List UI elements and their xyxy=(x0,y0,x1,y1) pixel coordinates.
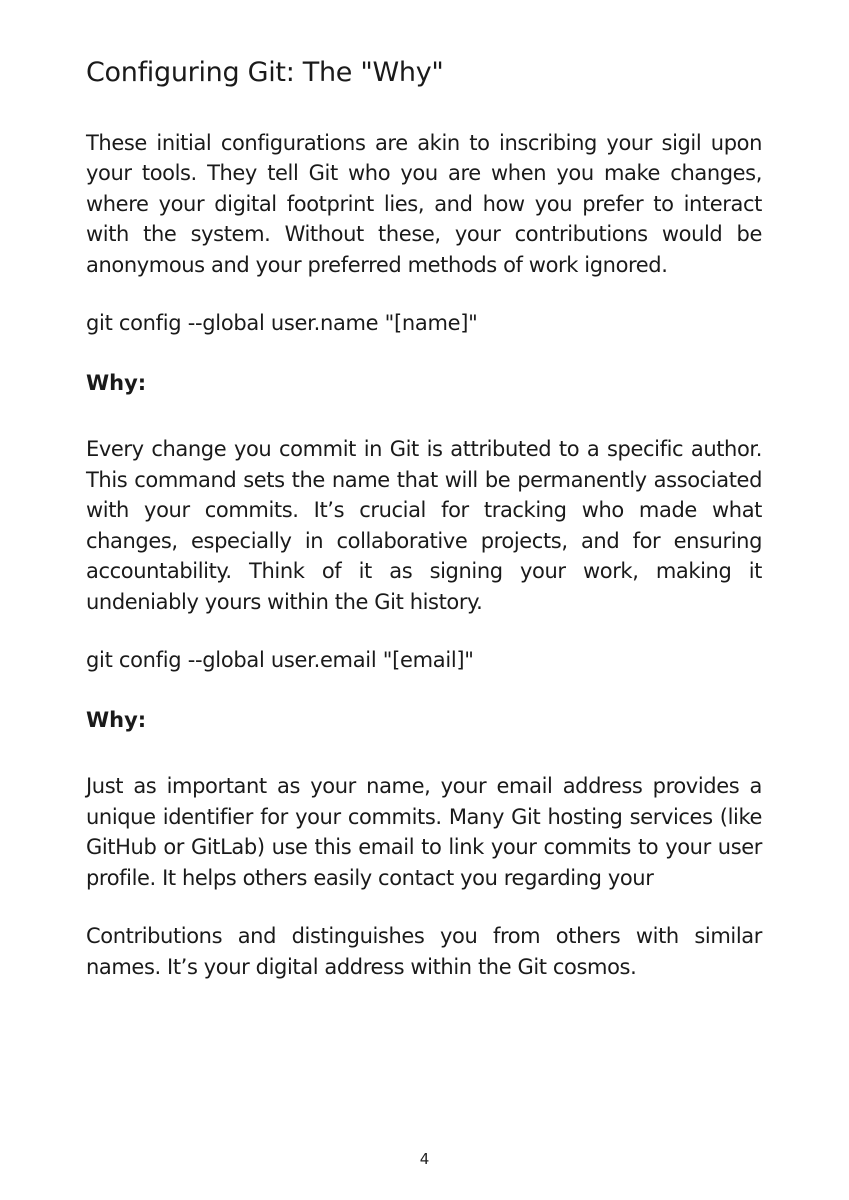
document-page xyxy=(86,56,762,1010)
section-user-name xyxy=(86,308,762,617)
page-number: 4 xyxy=(419,1150,430,1168)
command-user-email: git config --global user.email "[email]" xyxy=(86,648,474,673)
page-title: Configuring Git: The "Why" xyxy=(86,57,444,88)
explanation-paragraph: Contributions and distinguishes you from others with similar names. It’s your digital address within the Git cosmos. xyxy=(86,924,762,979)
command-user-name: git config --global user.name "[name]" xyxy=(86,311,478,336)
explanation-paragraph: Every change you commit in Git is attributed to a specific author. This command sets the name that will be permanently associated with your commits. It’s crucial for tracking who made what changes, especially in collaborative projects, and for ensuring accountability. Think of it as signing your work, making it undeniably yours within the Git history. xyxy=(86,437,762,614)
why-heading: Why: xyxy=(86,708,147,733)
why-heading: Why: xyxy=(86,371,147,396)
explanation-paragraph: Just as important as your name, your email address provides a unique identifier for your commits. Many Git hosting services (like GitHub or GitLab) use this email to link your commits to your user profile. It helps others easily contact you regarding your xyxy=(86,774,762,890)
intro-paragraph: These initial configurations are akin to inscribing your sigil upon your tools. They tell Git who you are when you make changes, where your digital footprint lies, and how you prefer to interact with the system. Without these, your contributions would be anonymous and your preferred methods of work ignored. xyxy=(86,130,762,277)
section-user-email xyxy=(86,645,762,982)
